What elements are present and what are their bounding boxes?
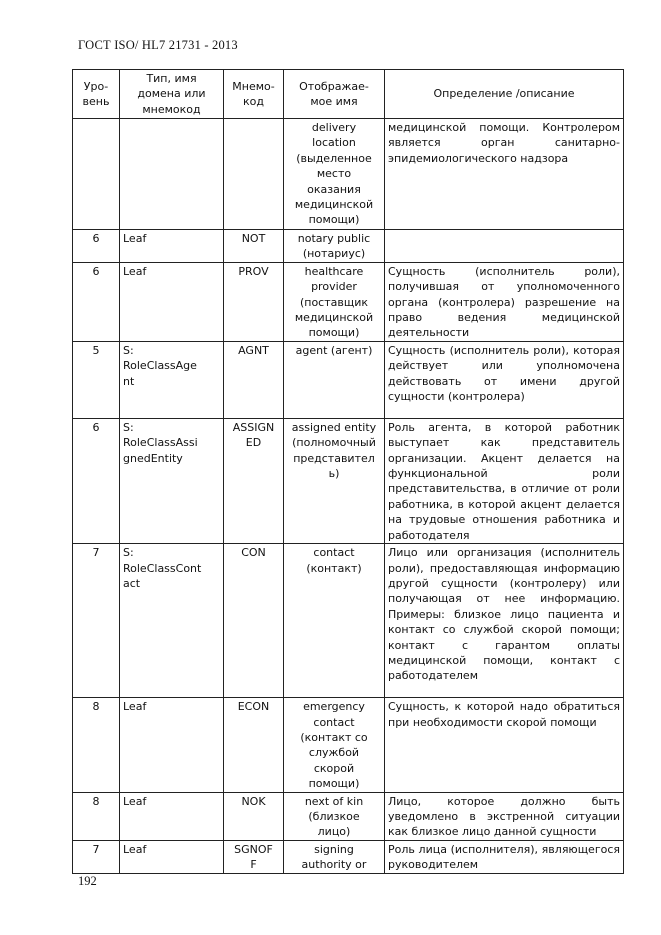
table-row	[73, 792, 624, 840]
table-row	[73, 341, 624, 418]
cell-display: delivery location (выделенное место оказания медицинской помощи)	[284, 119, 385, 230]
cell-display: signing authority or	[284, 840, 385, 873]
table-row	[73, 418, 624, 543]
column-header-level: Уро- вень	[73, 70, 120, 119]
column-header-mnemo: Мнемо- код	[224, 70, 284, 119]
cell-definition: Лицо или организация (исполнитель роли), предоставляющая информацию другой сущности (контролеру) или получающая от нее информацию. Примеры: близкое лицо пациента и контакт со службой скорой помощи; контакт с гарантом оплаты медицинской помощи, контакт с работодателем	[385, 544, 624, 698]
column-header-display: Отображае- мое имя	[284, 70, 385, 119]
cell-level: 6	[73, 230, 120, 263]
cell-display: notary public (нотариус)	[284, 230, 385, 263]
cell-mnemo: SGNOF F	[224, 840, 284, 873]
cell-display: contact (контакт)	[284, 544, 385, 698]
cell-level: 5	[73, 341, 120, 418]
cell-type: Leaf	[120, 230, 224, 263]
cell-level: 7	[73, 840, 120, 873]
cell-level: 7	[73, 544, 120, 698]
cell-level	[73, 119, 120, 230]
column-header-definition: Определение /описание	[385, 70, 624, 119]
cell-mnemo	[224, 119, 284, 230]
cell-mnemo: AGNT	[224, 341, 284, 418]
cell-mnemo: CON	[224, 544, 284, 698]
cell-display: healthcare provider (поставщик медицинской помощи)	[284, 262, 385, 341]
cell-definition: Сущность, к которой надо обратиться при необходимости скорой помощи	[385, 698, 624, 792]
cell-definition: Сущность (исполнитель роли), которая действует или уполномочена действовать от имени другой сущности (контролера)	[385, 341, 624, 418]
cell-type: S: RoleClassCont act	[120, 544, 224, 698]
cell-level: 6	[73, 262, 120, 341]
cell-type: Leaf	[120, 698, 224, 792]
table-row	[73, 230, 624, 263]
cell-display: next of kin (близкое лицо)	[284, 792, 385, 840]
cell-level: 6	[73, 418, 120, 543]
cell-mnemo: ASSIGN ED	[224, 418, 284, 543]
cell-type: S: RoleClassAssi gnedEntity	[120, 418, 224, 543]
table-row	[73, 840, 624, 873]
cell-mnemo: ECON	[224, 698, 284, 792]
cell-display: agent (агент)	[284, 341, 385, 418]
cell-mnemo: NOK	[224, 792, 284, 840]
cell-definition: Роль лица (исполнителя), являющегося руководителем	[385, 840, 624, 873]
terminology-table	[72, 69, 624, 874]
cell-type	[120, 119, 224, 230]
cell-definition: Роль агента, в которой работник выступает как представитель организации. Акцент делается на функциональной роли представительства, в отличие от роли работника, в которой акцент делается на трудовые отношения работника и работодателя	[385, 418, 624, 543]
table-row	[73, 698, 624, 792]
cell-definition: Сущность (исполнитель роли), получившая от уполномоченного органа (контролера) разрешение на право ведения медицинской деятельности	[385, 262, 624, 341]
page-number: 192	[78, 874, 97, 888]
cell-mnemo: NOT	[224, 230, 284, 263]
cell-level: 8	[73, 698, 120, 792]
cell-type: Leaf	[120, 792, 224, 840]
cell-type: S: RoleClassAge nt	[120, 341, 224, 418]
cell-type: Leaf	[120, 262, 224, 341]
cell-definition: медицинской помощи. Контролером является орган санитарно-эпидемиологического надзора	[385, 119, 624, 230]
table-row	[73, 544, 624, 698]
table-row	[73, 119, 624, 230]
table-row	[73, 262, 624, 341]
cell-level: 8	[73, 792, 120, 840]
cell-display: assigned entity (полномочный представител ь)	[284, 418, 385, 543]
cell-display: emergency contact (контакт со службой скорой помощи)	[284, 698, 385, 792]
cell-definition	[385, 230, 624, 263]
table-header-row	[73, 70, 624, 119]
column-header-type: Тип, имя домена или мнемокод	[120, 70, 224, 119]
cell-definition: Лицо, которое должно быть уведомлено в экстренной ситуации как близкое лицо данной сущности	[385, 792, 624, 840]
document-header: ГОСТ ISO/ HL7 21731 - 2013	[78, 38, 238, 52]
cell-type: Leaf	[120, 840, 224, 873]
cell-mnemo: PROV	[224, 262, 284, 341]
